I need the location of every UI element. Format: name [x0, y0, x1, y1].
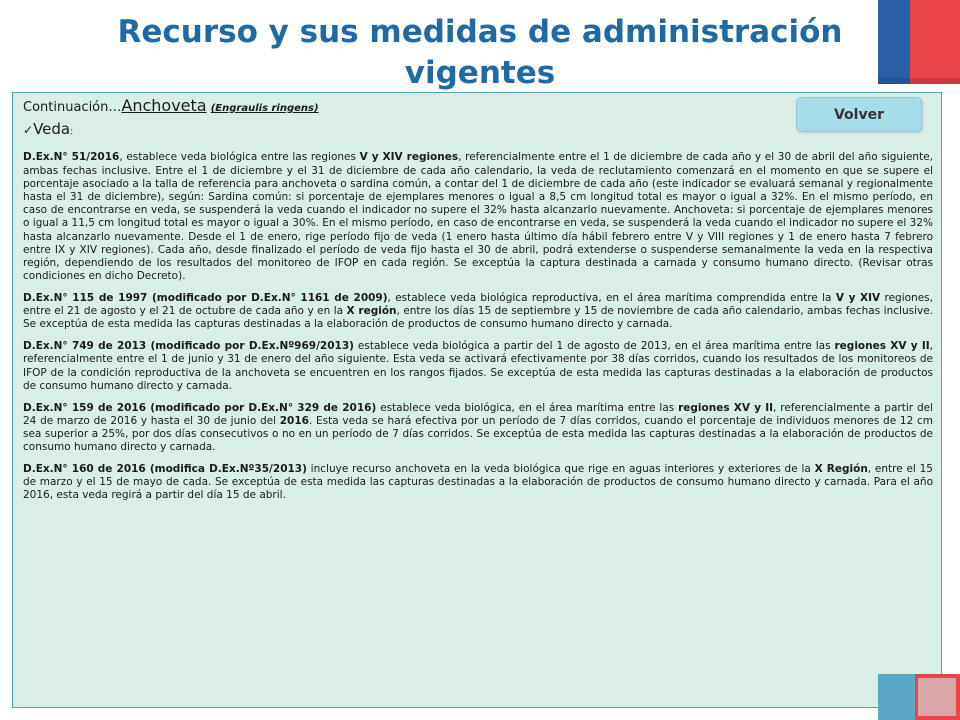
decree-bold-text: X Región: [814, 463, 868, 476]
decree-paragraph: [23, 463, 933, 503]
checkmark-icon: ✓: [23, 123, 34, 138]
flag-inner-block: [918, 678, 956, 716]
decree-bold-text: 2016: [279, 414, 309, 427]
decree-paragraph: [23, 292, 933, 332]
decree-text: regiones, entre el 21 de agosto y el 21 de octubre de cada año y en la: [23, 292, 933, 318]
decree-paragraph: [23, 151, 933, 283]
decree-bold-text: regiones XV y II: [678, 401, 774, 414]
decree-bold-text: V y XIV regiones: [359, 151, 459, 164]
decree-bold-text: D.Ex.N° 749 de 2013 (modificado por D.Ex.Nº969/2013): [23, 340, 354, 353]
decree-list: [23, 151, 933, 502]
decree-text: establece veda biológica a partir del 1 de agosto de 2013, en el área marítima entre las: [353, 340, 835, 353]
decree-bold-text: D.Ex.N° 115 de 1997 (modificado por D.Ex.N° 1161 de 2009): [23, 292, 388, 305]
decree-text: establece veda biológica, en el área marítima entre las: [376, 401, 679, 414]
decree-bold-text: regiones XV y II: [834, 340, 930, 353]
decree-paragraph: [23, 402, 933, 455]
scientific-name: (Engraulis ringens): [210, 103, 319, 114]
decree-text: , establece veda biológica entre las regiones: [119, 151, 360, 164]
decree-bold-text: V y XIV: [835, 292, 881, 305]
decree-bold-text: X región: [346, 305, 397, 318]
flag-decoration-bottom: [878, 674, 960, 720]
decree-text: incluye recurso anchoveta en la veda biológica que rige en aguas interiores y exteriores de la: [306, 463, 815, 476]
page-title: Recurso y sus medidas de administración vigentes: [117, 14, 843, 91]
decree-bold-text: D.Ex.N° 51/2016: [23, 151, 120, 164]
veda-label: Veda: [33, 120, 71, 139]
flag-red-stripe: [910, 0, 960, 84]
content-panel: [12, 92, 942, 708]
decree-text: , referencialmente entre el 1 de junio y 31 de enero del año siguiente. Esta veda se activará efectivamente por 38 días corridos, cuando los resultados de los monitoreos de IFOP de la condición reproductiva de la anchoveta se encuentren en los rangos fijados. Se exceptúa de esta medida las capturas destinadas a la elaboración de productos de consumo humano directo y carnada.: [23, 340, 933, 392]
flag-light-blue-block: [878, 674, 915, 720]
decree-text: , referencialmente entre el 1 de diciembre de cada año y el 30 de abril del año siguiente, ambas fechas inclusive. Entre el 1 de diciembre y el 31 de diciembre de cada año calendario, la veda de reclutamiento comenzará en el momento en que se supere el porcentaje asociado a la talla de referencia para anchoveta o sardina común, a contar del 1 de diciembre de cada año (este indicador se evaluará semanal y regionalmente hasta el 31 de diciembre), según: Sardina común: si porcentaje de ejemplares menores o igual a 8,5 cm longitud total es mayor o igual a 32%. En el mismo período, en caso de encontrarse en veda, se suspenderá la veda cuando el indicador no supere el 32% hasta alcanzarlo nuevamente. Anchoveta: si porcentaje de ejemplares menores o igual a 11,5 cm longitud total es mayor o igual a 30%. En el mismo período, en caso de encontrarse en veda, se suspenderá la veda cuando el indicador no supere el 32% hasta alcanzarlo nuevamente. Desde el 1 de enero, rige período fijo de veda (1 enero hasta último día hábil febrero entre V y VIII regiones y 1 de enero hasta 7 febrero entre IX y XIV regiones). Cada año, desde finalizado el período de veda fijo hasta el 30 de abril, podrá extenderse o suspenderse semanalmente la veda en la respectiva región, dependiendo de los resultados del monitoreo de IFOP en cada región. Se exceptúa la captura destinada a carnada y consumo humano directo. (Revisar otras condiciones en dicho Decreto).: [23, 151, 934, 283]
decree-text: , establece veda biológica reproductiva, en el área marítima comprendida entre la: [387, 292, 836, 305]
decree-paragraph: [23, 340, 933, 393]
decree-text: , referencialmente a partir del 24 de marzo de 2016 y hasta el 30 de junio del: [23, 401, 933, 427]
decree-text: . Esta veda se hará efectiva por un período de 7 días corridos, cuando el porcentaje de individuos menores de 12 cm sea superior a 25%, por dos días consecutivos o no en un período de 7 días corridos. Se exceptúa de esta medida las capturas destinadas a la elaboración de productos de consumo humano directo y carnada.: [23, 414, 933, 454]
veda-colon: :: [70, 127, 74, 138]
content-body: [23, 96, 934, 511]
species-name: Anchoveta: [121, 96, 207, 115]
decree-text: , entre el 15 de marzo y el 15 de mayo de cada. Se exceptúa de esta medida las capturas destinadas a la elaboración de productos de consumo humano directo y carnada. Para el año 2016, esta veda regirá a partir del día 15 de abril.: [23, 463, 933, 502]
decree-bold-text: D.Ex.N° 160 de 2016 (modifica D.Ex.Nº35/2013): [23, 463, 307, 476]
continuation-prefix: Continuación…: [23, 100, 122, 115]
volver-button[interactable]: Volver: [796, 97, 922, 132]
decree-text: , entre los días 15 de septiembre y 15 de noviembre de cada año calendario, ambas fechas inclusive. Se exceptúa de esta medida las capturas destinadas a la elaboración de productos de consumo humano directo y carnada.: [23, 305, 933, 331]
decree-bold-text: D.Ex.N° 159 de 2016 (modificado por D.Ex.N° 329 de 2016): [23, 401, 377, 414]
